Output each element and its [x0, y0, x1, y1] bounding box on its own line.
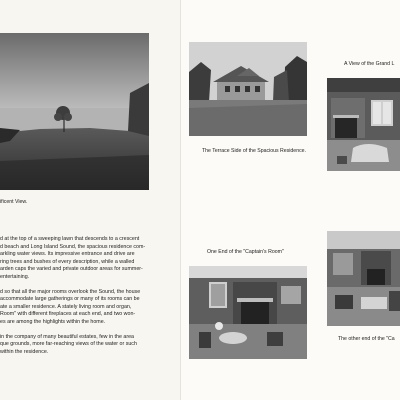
- captain-room-photo: [189, 266, 307, 359]
- text-line: que grounds, more far-reaching views of the water or such: [0, 341, 137, 348]
- text-line: within the residence.: [0, 348, 49, 355]
- captain-room-caption: One End of the "Captain's Room": [207, 249, 284, 255]
- text-line: ate a smaller residence. A stately living room and organ,: [0, 303, 132, 310]
- text-line: d at the top of a sweeping lawn that descends to a crescent: [0, 236, 140, 242]
- description-text: [0, 236, 176, 356]
- text-line: in the company of many beautiful estates, few in the area: [0, 333, 134, 340]
- grand-room-image: [327, 78, 400, 171]
- text-line: es are among the highlights within the home.: [0, 318, 106, 325]
- paragraph-layout: [0, 289, 176, 327]
- paragraph-setting: [0, 236, 176, 282]
- other-end-image: [327, 231, 400, 326]
- text-line: Room" with different fireplaces at each end, and two won-: [0, 311, 136, 318]
- paragraph-summary: [0, 334, 176, 357]
- other-end-caption: The other end of the "Ca: [338, 336, 395, 342]
- sound-view-image: [0, 33, 149, 190]
- terrace-caption: The Terrace Side of the Spacious Residence.: [202, 148, 307, 154]
- grand-room-caption: A View of the Grand L: [344, 61, 395, 67]
- text-line: entertaining.: [0, 273, 30, 280]
- text-line: ring trees and bushes of every description, while a walled: [0, 258, 135, 265]
- text-line: d beach and Long Island Sound, the spacious residence com-: [0, 243, 146, 250]
- terrace-image: [189, 42, 307, 136]
- right-page: [181, 0, 400, 400]
- text-line: d so that all the major rooms overlook the Sound, the house: [0, 288, 141, 295]
- grand-room-photo: [327, 78, 400, 171]
- other-end-photo: [327, 231, 400, 326]
- left-page: [0, 0, 181, 400]
- view-caption: ificent View.: [0, 199, 28, 205]
- text-line: accommodate large gatherings or many of its rooms can be: [0, 296, 140, 303]
- text-line: arden caps the varied and private outdoor areas for summer-: [0, 266, 143, 273]
- sound-view-photo: [0, 33, 149, 190]
- terrace-photo: [189, 42, 307, 136]
- text-line: arkling water views. Its impressive entrance and drive are: [0, 251, 135, 258]
- captain-room-image: [189, 266, 307, 359]
